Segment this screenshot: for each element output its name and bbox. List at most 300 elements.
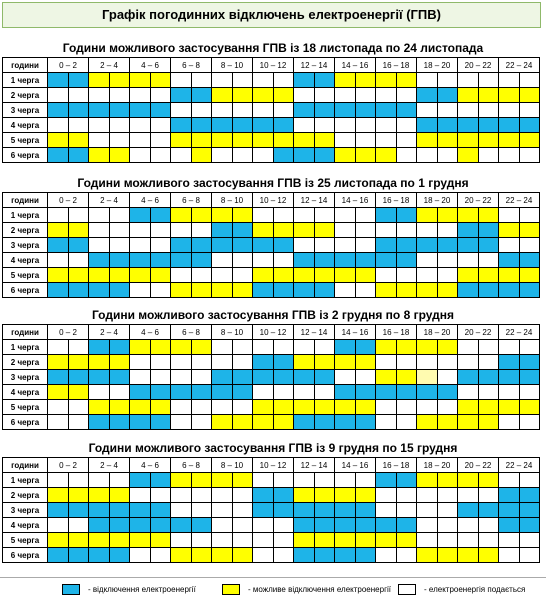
hour-cell — [417, 268, 438, 283]
hour-cell — [294, 148, 315, 163]
hour-cell — [191, 385, 212, 400]
hour-cell — [478, 88, 499, 103]
hour-cell — [499, 253, 520, 268]
hour-cell — [130, 73, 151, 88]
time-slot-header: 14 – 16 — [335, 58, 376, 73]
hour-cell — [232, 223, 253, 238]
hour-cell — [355, 385, 376, 400]
hour-cell — [68, 253, 89, 268]
hour-cell — [68, 473, 89, 488]
time-slot-header: 20 – 22 — [458, 458, 499, 473]
hour-cell — [150, 355, 171, 370]
hour-cell — [232, 268, 253, 283]
hour-cell — [335, 415, 356, 430]
hour-cell — [109, 253, 130, 268]
hour-cell — [417, 133, 438, 148]
schedule-table — [2, 324, 540, 430]
queue-row — [3, 148, 540, 163]
hour-cell — [171, 488, 192, 503]
hour-cell — [499, 208, 520, 223]
hour-cell — [314, 473, 335, 488]
hour-cell — [417, 103, 438, 118]
hour-cell — [191, 103, 212, 118]
section-heading: Години можливого застосування ГПВ із 18 листопада по 24 листопада — [62, 41, 484, 55]
queue-label: 5 черга — [3, 133, 48, 148]
hour-cell — [232, 73, 253, 88]
hour-cell — [109, 473, 130, 488]
hour-cell — [68, 503, 89, 518]
hour-cell — [171, 548, 192, 563]
hour-cell — [109, 548, 130, 563]
hour-cell — [68, 118, 89, 133]
time-slot-header: 8 – 10 — [212, 325, 253, 340]
hour-cell — [458, 133, 479, 148]
hour-cell — [232, 548, 253, 563]
hour-cell — [191, 238, 212, 253]
row-header-label: години — [3, 58, 48, 73]
hour-cell — [294, 88, 315, 103]
time-slot-header: 0 – 2 — [48, 325, 89, 340]
time-slot-header: 22 – 24 — [499, 325, 540, 340]
hour-cell — [89, 370, 110, 385]
time-slot-header: 6 – 8 — [171, 458, 212, 473]
hour-cell — [130, 283, 151, 298]
hour-cell — [232, 355, 253, 370]
hour-cell — [376, 208, 397, 223]
hour-cell — [232, 238, 253, 253]
hour-cell — [212, 533, 233, 548]
hour-cell — [294, 268, 315, 283]
hour-cell — [89, 473, 110, 488]
queue-label: 3 черга — [3, 103, 48, 118]
hour-cell — [335, 253, 356, 268]
hour-cell — [171, 73, 192, 88]
hour-cell — [294, 208, 315, 223]
hour-cell — [499, 473, 520, 488]
hour-cell — [335, 518, 356, 533]
hour-cell — [150, 118, 171, 133]
hour-cell — [171, 533, 192, 548]
hour-cell — [294, 370, 315, 385]
queue-row — [3, 400, 540, 415]
hour-cell — [376, 118, 397, 133]
hour-cell — [417, 223, 438, 238]
hour-cell — [437, 253, 458, 268]
hour-cell — [314, 268, 335, 283]
hour-cell — [355, 518, 376, 533]
hour-cell — [314, 283, 335, 298]
hour-cell — [48, 73, 69, 88]
hour-cell — [212, 88, 233, 103]
hour-cell — [458, 370, 479, 385]
hour-cell — [191, 415, 212, 430]
hour-cell — [48, 355, 69, 370]
queue-label: 1 черга — [3, 473, 48, 488]
hour-cell — [89, 103, 110, 118]
hour-cell — [478, 148, 499, 163]
hour-cell — [519, 400, 540, 415]
hour-cell — [314, 88, 335, 103]
hour-cell — [519, 370, 540, 385]
hour-cell — [253, 223, 274, 238]
hour-cell — [396, 268, 417, 283]
hour-cell — [273, 238, 294, 253]
hour-cell — [396, 253, 417, 268]
hour-cell — [273, 370, 294, 385]
hour-cell — [253, 340, 274, 355]
hour-cell — [355, 268, 376, 283]
hour-cell — [130, 533, 151, 548]
hour-cell — [294, 340, 315, 355]
legend-label-possible: - можливе відключення електроенергії — [248, 585, 391, 594]
hour-cell — [335, 73, 356, 88]
hour-cell — [417, 385, 438, 400]
hour-cell — [458, 385, 479, 400]
hour-cell — [437, 103, 458, 118]
hour-cell — [130, 88, 151, 103]
hour-cell — [499, 103, 520, 118]
hour-cell — [68, 488, 89, 503]
queue-label: 3 черга — [3, 238, 48, 253]
hour-cell — [314, 238, 335, 253]
hour-cell — [355, 533, 376, 548]
queue-label: 2 черга — [3, 488, 48, 503]
hour-cell — [171, 415, 192, 430]
queue-label: 5 черга — [3, 533, 48, 548]
hour-cell — [171, 340, 192, 355]
hour-cell — [396, 148, 417, 163]
hour-cell — [232, 518, 253, 533]
hour-cell — [294, 118, 315, 133]
hour-cell — [191, 208, 212, 223]
hour-cell — [212, 268, 233, 283]
schedule-table — [2, 457, 540, 563]
hour-cell — [150, 73, 171, 88]
hour-cell — [273, 355, 294, 370]
hour-cell — [109, 268, 130, 283]
hour-cell — [478, 103, 499, 118]
hour-cell — [335, 223, 356, 238]
time-slot-header: 22 – 24 — [499, 193, 540, 208]
hour-cell — [376, 400, 397, 415]
hour-cell — [253, 503, 274, 518]
queue-label: 2 черга — [3, 223, 48, 238]
schedule-table — [2, 57, 540, 163]
hour-cell — [109, 533, 130, 548]
hour-cell — [478, 385, 499, 400]
hour-cell — [109, 88, 130, 103]
hour-cell — [294, 355, 315, 370]
hour-cell — [130, 548, 151, 563]
hour-cell — [130, 415, 151, 430]
hour-cell — [130, 208, 151, 223]
hour-cell — [48, 385, 69, 400]
hour-cell — [314, 223, 335, 238]
hour-cell — [417, 488, 438, 503]
hour-cell — [68, 223, 89, 238]
hour-cell — [519, 253, 540, 268]
hour-cell — [212, 148, 233, 163]
hour-cell — [171, 88, 192, 103]
hour-cell — [89, 73, 110, 88]
queue-row — [3, 548, 540, 563]
hour-cell — [376, 370, 397, 385]
queue-row — [3, 488, 540, 503]
hour-cell — [150, 268, 171, 283]
hour-cell — [171, 518, 192, 533]
queue-label: 2 черга — [3, 355, 48, 370]
schedule-table — [2, 192, 540, 298]
hour-cell — [294, 238, 315, 253]
hour-cell — [212, 370, 233, 385]
hour-cell — [89, 133, 110, 148]
hour-cell — [150, 103, 171, 118]
hour-cell — [499, 238, 520, 253]
hour-cell — [68, 283, 89, 298]
queue-label: 6 черга — [3, 283, 48, 298]
queue-row — [3, 103, 540, 118]
queue-row — [3, 340, 540, 355]
queue-row — [3, 88, 540, 103]
hour-cell — [253, 533, 274, 548]
hour-cell — [396, 415, 417, 430]
hour-cell — [273, 133, 294, 148]
hour-cell — [232, 415, 253, 430]
hour-cell — [171, 223, 192, 238]
hour-cell — [417, 473, 438, 488]
hour-cell — [519, 385, 540, 400]
hour-cell — [232, 473, 253, 488]
hour-cell — [314, 400, 335, 415]
hour-cell — [130, 103, 151, 118]
hour-cell — [478, 503, 499, 518]
hour-cell — [253, 548, 274, 563]
hour-cell — [314, 133, 335, 148]
hour-cell — [273, 533, 294, 548]
hour-cell — [458, 148, 479, 163]
hour-cell — [232, 340, 253, 355]
hour-cell — [89, 548, 110, 563]
hour-cell — [273, 283, 294, 298]
queue-label: 2 черга — [3, 88, 48, 103]
hour-cell — [458, 208, 479, 223]
hour-cell — [294, 518, 315, 533]
hour-cell — [519, 133, 540, 148]
hour-cell — [109, 133, 130, 148]
hour-cell — [417, 355, 438, 370]
hour-cell — [519, 355, 540, 370]
hour-cell — [314, 340, 335, 355]
hour-cell — [48, 340, 69, 355]
hour-cell — [335, 268, 356, 283]
hour-cell — [273, 268, 294, 283]
hour-cell — [519, 473, 540, 488]
hour-cell — [417, 518, 438, 533]
hour-cell — [417, 253, 438, 268]
queue-row — [3, 238, 540, 253]
time-slot-header: 0 – 2 — [48, 193, 89, 208]
hour-cell — [212, 118, 233, 133]
hour-cell — [335, 148, 356, 163]
time-slot-header: 20 – 22 — [458, 58, 499, 73]
hour-cell — [294, 415, 315, 430]
hour-cell — [150, 385, 171, 400]
queue-row — [3, 73, 540, 88]
hour-cell — [314, 518, 335, 533]
hour-cell — [232, 208, 253, 223]
hour-cell — [232, 103, 253, 118]
hour-cell — [437, 208, 458, 223]
hour-cell — [68, 518, 89, 533]
queue-row — [3, 533, 540, 548]
hour-cell — [478, 223, 499, 238]
hour-cell — [458, 118, 479, 133]
hour-cell — [437, 488, 458, 503]
hour-cell — [519, 533, 540, 548]
time-slot-header: 10 – 12 — [253, 325, 294, 340]
hour-cell — [273, 503, 294, 518]
hour-cell — [109, 223, 130, 238]
hour-cell — [89, 88, 110, 103]
time-slot-header: 16 – 18 — [376, 458, 417, 473]
hour-cell — [294, 533, 315, 548]
hour-cell — [314, 503, 335, 518]
hour-cell — [68, 73, 89, 88]
hour-cell — [355, 473, 376, 488]
hour-cell — [109, 340, 130, 355]
queue-row — [3, 253, 540, 268]
hour-cell — [48, 88, 69, 103]
hour-cell — [150, 473, 171, 488]
hour-cell — [171, 268, 192, 283]
row-header-label: години — [3, 193, 48, 208]
hour-cell — [130, 133, 151, 148]
hour-cell — [150, 488, 171, 503]
hour-cell — [437, 133, 458, 148]
hour-cell — [253, 238, 274, 253]
hour-cell — [232, 133, 253, 148]
hour-cell — [458, 488, 479, 503]
hour-cell — [150, 415, 171, 430]
hour-cell — [519, 103, 540, 118]
hour-cell — [273, 118, 294, 133]
hour-cell — [191, 370, 212, 385]
hour-cell — [109, 518, 130, 533]
hour-cell — [294, 473, 315, 488]
hour-cell — [355, 340, 376, 355]
hour-cell — [314, 253, 335, 268]
time-slot-header: 14 – 16 — [335, 193, 376, 208]
hour-cell — [171, 253, 192, 268]
hour-cell — [212, 385, 233, 400]
time-slot-header: 18 – 20 — [417, 58, 458, 73]
queue-label: 3 черга — [3, 370, 48, 385]
hour-cell — [396, 133, 417, 148]
hour-cell — [171, 503, 192, 518]
hour-cell — [396, 238, 417, 253]
hour-cell — [48, 415, 69, 430]
time-slot-header: 14 – 16 — [335, 458, 376, 473]
legend — [0, 577, 546, 600]
hour-cell — [478, 370, 499, 385]
hour-cell — [150, 283, 171, 298]
time-slot-header: 4 – 6 — [130, 58, 171, 73]
hour-cell — [519, 503, 540, 518]
hour-cell — [499, 533, 520, 548]
time-slot-header: 12 – 14 — [294, 325, 335, 340]
hour-cell — [335, 370, 356, 385]
hour-cell — [355, 118, 376, 133]
hour-cell — [499, 503, 520, 518]
hour-cell — [130, 503, 151, 518]
hour-cell — [294, 253, 315, 268]
hour-cell — [212, 283, 233, 298]
hour-cell — [437, 340, 458, 355]
hour-cell — [89, 268, 110, 283]
time-slot-header: 22 – 24 — [499, 58, 540, 73]
queue-row — [3, 223, 540, 238]
hour-cell — [232, 488, 253, 503]
hour-cell — [478, 238, 499, 253]
hour-cell — [458, 415, 479, 430]
hour-cell — [212, 548, 233, 563]
time-slot-header: 14 – 16 — [335, 325, 376, 340]
row-header-label: години — [3, 458, 48, 473]
hour-cell — [150, 503, 171, 518]
hour-cell — [68, 340, 89, 355]
hour-cell — [437, 88, 458, 103]
hour-cell — [130, 400, 151, 415]
hour-cell — [191, 400, 212, 415]
hour-cell — [212, 73, 233, 88]
hour-cell — [396, 283, 417, 298]
time-slot-header: 4 – 6 — [130, 458, 171, 473]
hour-cell — [232, 253, 253, 268]
hour-cell — [253, 488, 274, 503]
hour-cell — [109, 415, 130, 430]
hour-cell — [89, 253, 110, 268]
queue-label: 4 черга — [3, 518, 48, 533]
hour-cell — [171, 103, 192, 118]
hour-cell — [396, 518, 417, 533]
hour-cell — [437, 415, 458, 430]
hour-cell — [109, 238, 130, 253]
hour-cell — [150, 88, 171, 103]
hour-cell — [232, 283, 253, 298]
hour-cell — [458, 503, 479, 518]
hour-cell — [355, 400, 376, 415]
time-slot-header: 0 – 2 — [48, 58, 89, 73]
hour-cell — [519, 488, 540, 503]
hour-cell — [171, 238, 192, 253]
hour-cell — [273, 340, 294, 355]
hour-cell — [48, 268, 69, 283]
hour-cell — [253, 518, 274, 533]
hour-cell — [232, 118, 253, 133]
hour-cell — [130, 355, 151, 370]
hour-cell — [335, 208, 356, 223]
section-heading: Години можливого застосування ГПВ із 25 листопада по 1 грудня — [77, 176, 469, 190]
hour-cell — [191, 133, 212, 148]
hour-cell — [191, 73, 212, 88]
hour-cell — [191, 253, 212, 268]
hour-cell — [191, 88, 212, 103]
queue-label: 1 черга — [3, 73, 48, 88]
hour-cell — [478, 73, 499, 88]
hour-cell — [355, 488, 376, 503]
hour-cell — [519, 548, 540, 563]
hour-cell — [253, 118, 274, 133]
